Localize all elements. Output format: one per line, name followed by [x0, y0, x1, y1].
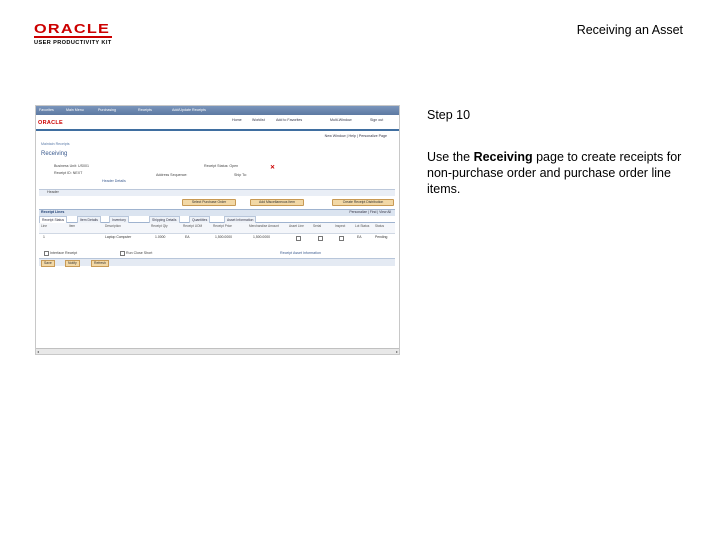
- receipt-id-field: Receipt ID: NEXT: [54, 171, 83, 175]
- notify-button[interactable]: Notify: [65, 260, 80, 267]
- page-toolbar-links[interactable]: New Window | Help | Personalize Page: [324, 134, 387, 138]
- run-close-short-checkbox[interactable]: [120, 251, 125, 256]
- col-line: Line: [41, 224, 48, 228]
- row-lot-status: EA: [357, 235, 362, 239]
- delete-icon[interactable]: ✕: [270, 165, 276, 171]
- row-description: Laptop Computer: [105, 235, 132, 239]
- row-merch-amount: 1,500.0000: [253, 235, 270, 239]
- row-serial-checkbox[interactable]: [318, 236, 323, 241]
- add-misc-item-button[interactable]: Add Miscellaneous Item: [250, 199, 304, 206]
- business-unit-field: Business Unit: US001: [54, 164, 89, 168]
- row-line: 1: [43, 235, 45, 239]
- app-oracle-logo: ORACLE: [38, 120, 64, 126]
- grid-header-row: [39, 223, 395, 234]
- run-close-short-label: Run Close Short: [126, 251, 153, 255]
- select-po-button[interactable]: Select Purchase Order: [182, 199, 236, 206]
- link-add-favorites[interactable]: Add to Favorites: [276, 118, 303, 122]
- col-item: Item: [69, 224, 76, 228]
- app-header: [36, 115, 399, 131]
- logo-rule: [34, 36, 112, 38]
- grid-title-label: Receipt Lines: [41, 210, 65, 214]
- interface-receipt-checkbox[interactable]: [44, 251, 49, 256]
- tab-inventory[interactable]: Inventory: [109, 216, 129, 223]
- col-status: Status: [375, 224, 385, 228]
- link-multi-window[interactable]: Multi-Window: [330, 118, 352, 122]
- row-status: Pending: [375, 235, 388, 239]
- tab-item-details[interactable]: Item Details: [77, 216, 101, 223]
- col-lot-status: Lot Status: [355, 224, 370, 228]
- col-receipt-uom: Receipt UOM: [183, 224, 203, 228]
- scroll-right-icon[interactable]: ▸: [395, 349, 398, 354]
- header-section-label: Header: [47, 190, 59, 194]
- row-receipt-price: 1,500.0000: [215, 235, 232, 239]
- col-receipt-price: Receipt Price: [213, 224, 232, 228]
- col-merch-amount: Merchandise Amount: [249, 224, 279, 228]
- interface-receipt-label: Interface Receipt: [50, 251, 78, 255]
- tab-receipt-status[interactable]: Receipt Status: [39, 216, 67, 223]
- table-row: [39, 235, 395, 241]
- row-inspect-checkbox[interactable]: [339, 236, 344, 241]
- breadcrumb[interactable]: Maintain Receipts: [41, 142, 70, 146]
- link-home[interactable]: Home: [232, 118, 242, 122]
- application-screenshot: [35, 105, 400, 355]
- top-navigation-bar: [36, 106, 399, 115]
- oracle-upk-logo: [34, 22, 126, 46]
- tab-quantities[interactable]: Quantities: [189, 216, 210, 223]
- nav-add-update-receipts[interactable]: Add/Update Receipts: [172, 108, 206, 112]
- receipt-lines-grid-title: [39, 209, 395, 216]
- header-section-bar[interactable]: [39, 189, 395, 196]
- col-inspect: Inspect: [335, 224, 346, 228]
- ship-to-field: Ship To:: [234, 173, 247, 177]
- address-field: Address Sequence:: [156, 173, 188, 177]
- refresh-button[interactable]: Refresh: [91, 260, 109, 267]
- nav-main-menu[interactable]: Main Menu: [66, 108, 84, 112]
- row-asset-line-checkbox[interactable]: [296, 236, 301, 241]
- tab-asset-information[interactable]: Asset Information: [224, 216, 256, 223]
- horizontal-scrollbar[interactable]: [36, 348, 399, 354]
- logo-brand: ORACLE: [34, 21, 111, 36]
- save-button[interactable]: Save: [41, 260, 55, 267]
- receipt-status-field: Receipt Status: Open: [204, 164, 239, 168]
- grid-controls[interactable]: Personalize | Find | View All: [349, 210, 391, 214]
- grid-tabs: [39, 216, 395, 223]
- link-worklist[interactable]: Worklist: [252, 118, 265, 122]
- logo-subtitle: USER PRODUCTIVITY KIT: [34, 40, 112, 46]
- tab-shipping-details[interactable]: Shipping Details: [149, 216, 180, 223]
- bottom-toolbar: [39, 258, 395, 266]
- col-receipt-qty: Receipt Qty: [151, 224, 168, 228]
- step-label: Step 10: [427, 108, 471, 122]
- scroll-left-icon[interactable]: ◂: [37, 349, 40, 354]
- col-description: Description: [105, 224, 121, 228]
- nav-purchasing[interactable]: Purchasing: [98, 108, 116, 112]
- header-details-link[interactable]: Header Details: [102, 179, 126, 183]
- document-title: Receiving an Asset: [576, 23, 683, 37]
- col-serial: Serial: [313, 224, 322, 228]
- row-receipt-qty[interactable]: 1.0000: [155, 235, 166, 239]
- col-asset-line: Asset Line: [289, 224, 304, 228]
- link-sign-out[interactable]: Sign out: [370, 118, 384, 122]
- row-receipt-uom: EA: [185, 235, 190, 239]
- nav-favorites[interactable]: Favorites: [39, 108, 54, 112]
- create-receipt-dist-button[interactable]: Create Receipt Distribution: [332, 199, 394, 206]
- receipt-asset-info-link[interactable]: Receipt Asset Information: [280, 251, 321, 255]
- step-instruction: Use the Receiving page to create receipts for non-purchase order and purchase order line items.: [427, 150, 682, 196]
- nav-receipts[interactable]: Receipts: [138, 108, 152, 112]
- page-title: Receiving: [41, 151, 68, 157]
